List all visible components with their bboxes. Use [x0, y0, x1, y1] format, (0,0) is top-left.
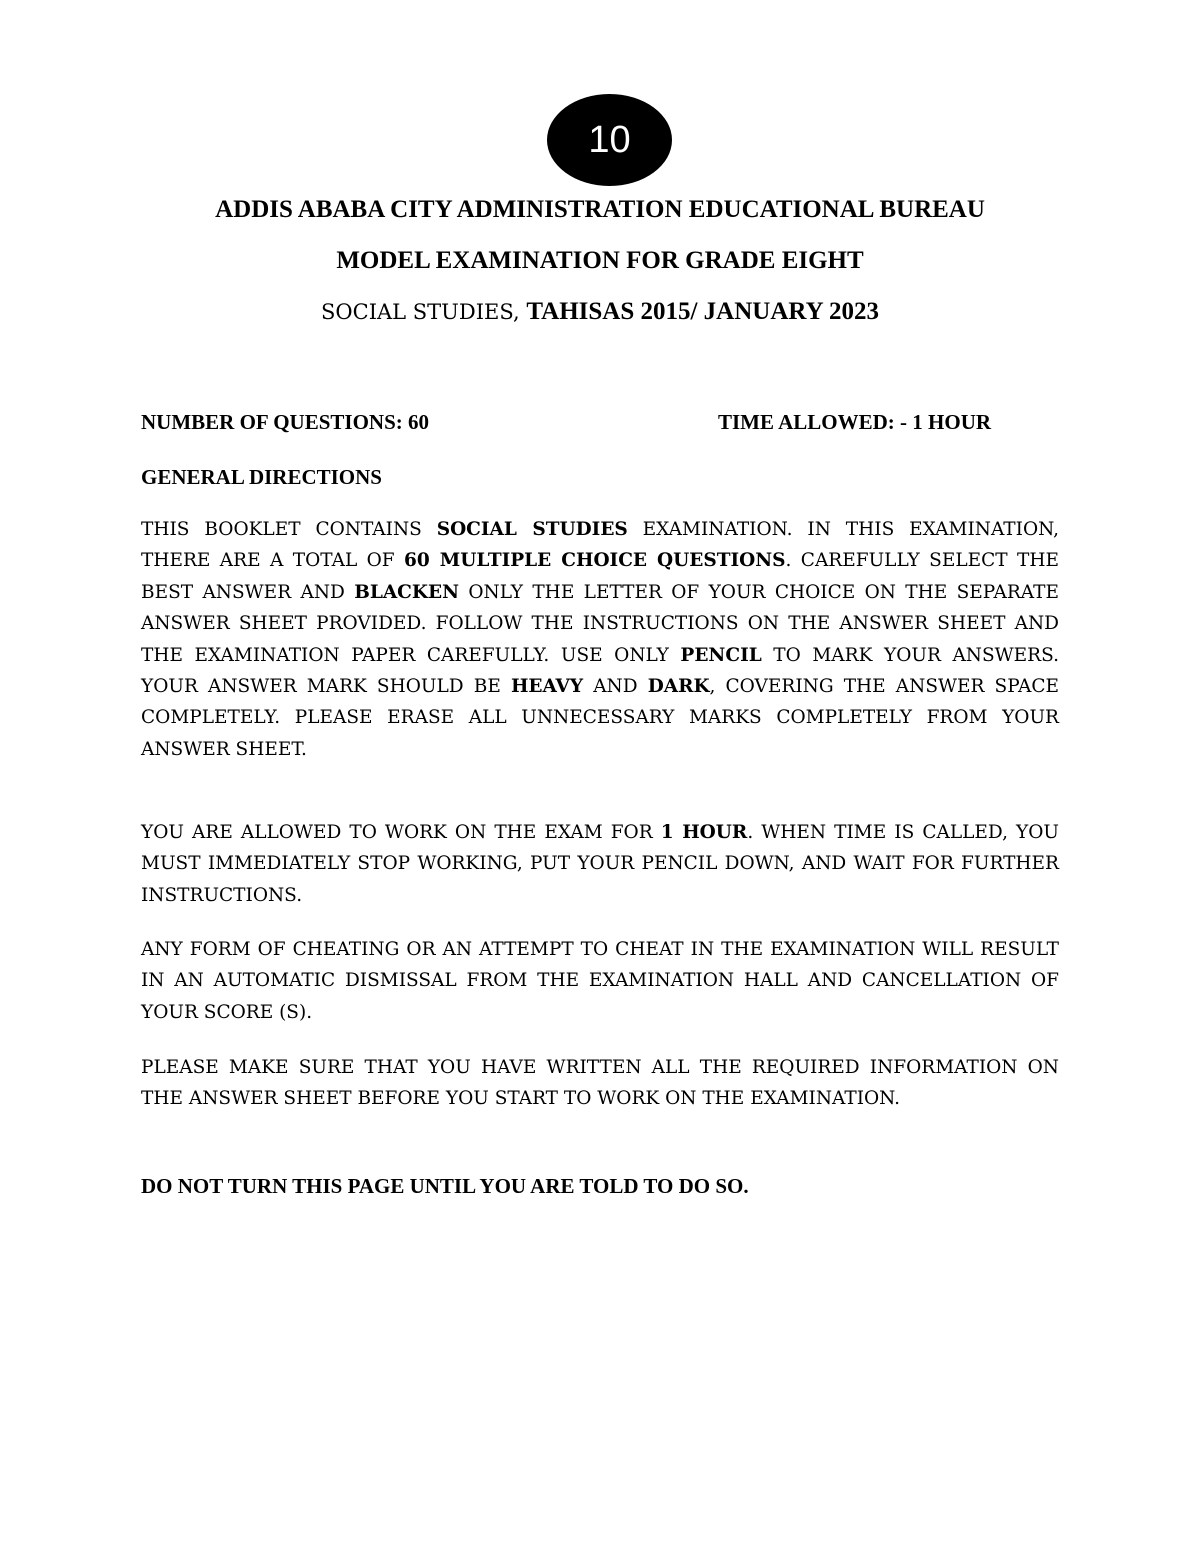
bureau-title: ADDIS ABABA CITY ADMINISTRATION EDUCATIONAL BUREAU: [215, 196, 985, 223]
final-notice: DO NOT TURN THIS PAGE UNTIL YOU ARE TOLD TO DO SO.: [141, 1174, 749, 1198]
subject-date-line: [0, 297, 1200, 327]
exam-date: TAHISAS 2015/ JANUARY 2023: [526, 298, 879, 325]
subject-label: SOCIAL STUDIES,: [321, 300, 527, 324]
directions-paragraph-4: PLEASE MAKE SURE THAT YOU HAVE WRITTEN ALL THE REQUIRED INFORMATION ON THE ANSWER SHEET BEFORE YOU START TO WORK ON THE EXAMINATION.: [141, 1057, 1059, 1110]
directions-paragraph-2: YOU ARE ALLOWED TO WORK ON THE EXAM FOR 1 HOUR. WHEN TIME IS CALLED, YOU MUST IMMEDIATELY STOP WORKING, PUT YOUR PENCIL DOWN, AND WAIT FOR FURTHER INSTRUCTIONS.: [141, 822, 1059, 906]
general-directions-heading: GENERAL DIRECTIONS: [141, 465, 382, 489]
number-of-questions: NUMBER OF QUESTIONS: 60: [141, 410, 430, 434]
time-allowed: TIME ALLOWED: - 1 HOUR: [718, 410, 992, 434]
directions-paragraph-3: ANY FORM OF CHEATING OR AN ATTEMPT TO CHEAT IN THE EXAMINATION WILL RESULT IN AN AUTOMATIC DISMISSAL FROM THE EXAMINATION HALL AND CANCELLATION OF YOUR SCORE (S).: [141, 939, 1059, 1023]
booklet-number-badge: 10: [547, 94, 672, 186]
exam-title: MODEL EXAMINATION FOR GRADE EIGHT: [336, 247, 864, 274]
directions-paragraph-1: THIS BOOKLET CONTAINS SOCIAL STUDIES EXAMINATION. IN THIS EXAMINATION, THERE ARE A TOTAL OF 60 MULTIPLE CHOICE QUESTIONS. CAREFULLY SELECT THE BEST ANSWER AND BLACKEN ONLY THE LETTER OF YOUR CHOICE ON THE SEPARATE ANSWER SHEET PROVIDED. FOLLOW THE INSTRUCTIONS ON THE ANSWER SHEET AND THE EXAMINATION PAPER CAREFULLY. USE ONLY PENCIL TO MARK YOUR ANSWERS. YOUR ANSWER MARK SHOULD BE HEAVY AND DARK, COVERING THE ANSWER SPACE COMPLETELY. PLEASE ERASE ALL UNNECESSARY MARKS COMPLETELY FROM YOUR ANSWER SHEET.: [141, 519, 1060, 760]
